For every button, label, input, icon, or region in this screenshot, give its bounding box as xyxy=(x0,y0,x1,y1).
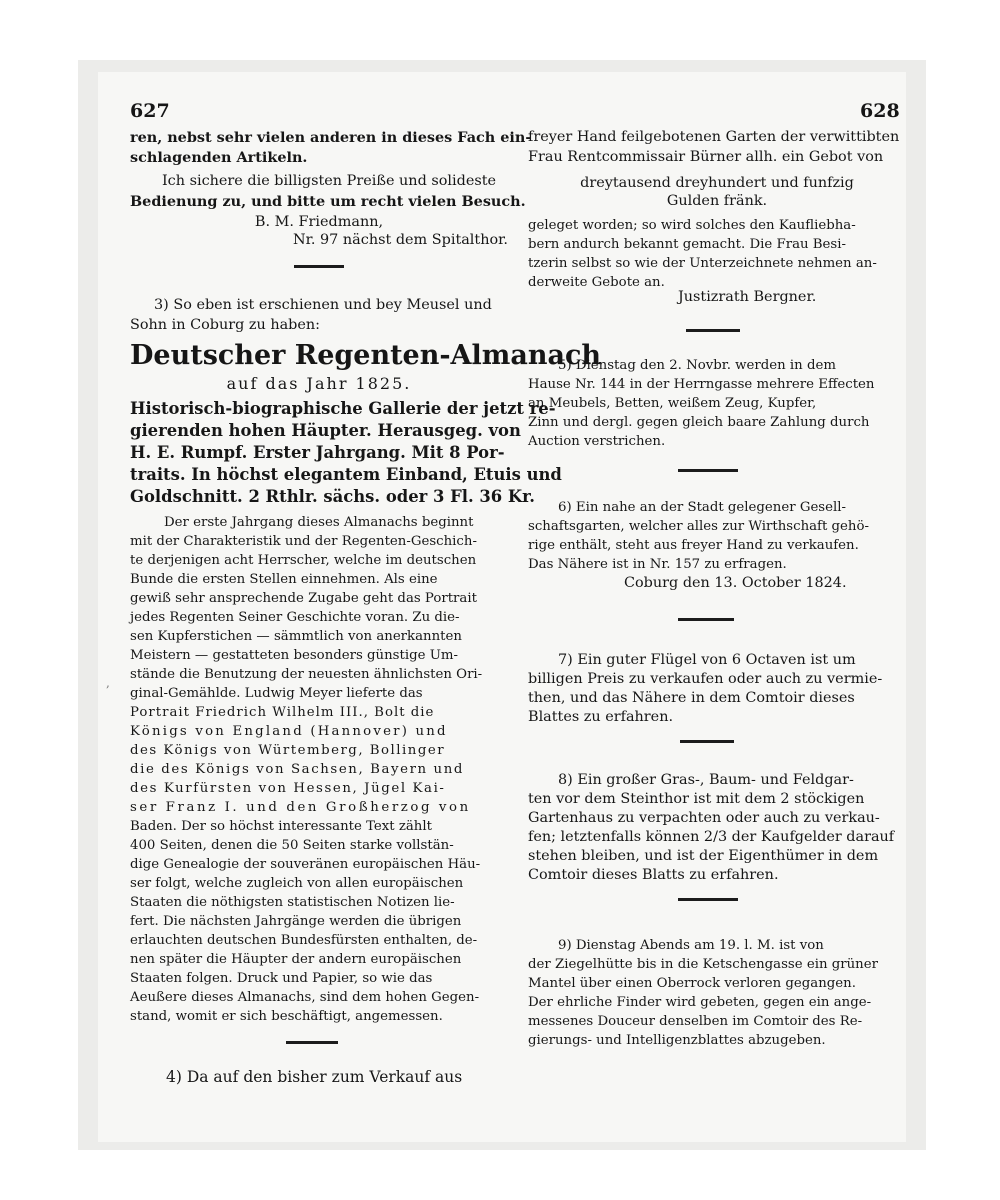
ad-8-line: ten vor dem Steinthor ist mit dem 2 stöckigen xyxy=(528,791,865,807)
ad-9-line: messenes Douceur denselben im Comtoir des Re- xyxy=(528,1014,863,1029)
body-line: Der erste Jahrgang dieses Almanachs beginnt xyxy=(164,515,474,530)
body-line: te derjenigen acht Herrscher, welche im deutschen xyxy=(130,553,477,568)
body-line: nen später die Häupter der andern europäischen xyxy=(130,952,462,967)
section-rule xyxy=(678,618,734,621)
ad-8-line: Comtoir dieses Blatts zu erfahren. xyxy=(528,867,779,883)
body-line: dige Genealogie der souveränen europäischen Häu- xyxy=(130,857,481,872)
body-line: stand, womit er sich beschäftigt, angemessen. xyxy=(130,1009,443,1024)
ad-3-line: Sohn in Coburg zu haben: xyxy=(130,317,321,333)
ad-5-line: 5) Dienstag den 2. Novbr. werden in dem xyxy=(558,358,836,373)
body-line: 400 Seiten, denen die 50 Seiten starke vollstän- xyxy=(130,838,454,853)
book-description: Historisch-biographische Gallerie der jetzt re- xyxy=(130,399,556,418)
ad-3-line: 3) So eben ist erschienen und bey Meusel und xyxy=(154,297,492,313)
ad-8-line: Gartenhaus zu verpachten oder auch zu verkau- xyxy=(528,810,880,826)
ad-8-line: 8) Ein großer Gras-, Baum- und Feldgar- xyxy=(558,772,854,788)
ad-6-dateline: Coburg den 13. October 1824. xyxy=(624,575,847,591)
section-rule xyxy=(680,740,734,743)
right-line: Frau Rentcommissair Bürner allh. ein Gebot von xyxy=(528,149,884,165)
book-description: H. E. Rumpf. Erster Jahrgang. Mit 8 Por- xyxy=(130,443,505,462)
ad-7-line: Blattes zu erfahren. xyxy=(528,709,674,725)
body-line: Aeußere dieses Almanachs, sind dem hohen Gegen- xyxy=(130,990,480,1005)
body-line: fert. Die nächsten Jahrgänge werden die übrigen xyxy=(130,914,462,929)
body-line: erlauchten deutschen Bundesfürsten enthalten, de- xyxy=(130,933,478,948)
right-line: derweite Gebote an. xyxy=(528,275,665,290)
body-line: ginal-Gemählde. Ludwig Meyer lieferte das xyxy=(130,686,423,701)
page-number-left: 627 xyxy=(130,100,170,122)
book-price: Goldschnitt. 2 Rthlr. sächs. oder 3 Fl. 36 Kr. xyxy=(130,487,535,506)
body-line: des Kurfürsten von Hessen, Jügel Kai- xyxy=(130,781,446,796)
signature-name: Justizrath Bergner. xyxy=(678,289,817,305)
book-title: Deutscher Regenten-Almanach xyxy=(130,340,602,371)
ad-9-line: Mantel über einen Oberrock verloren gegangen. xyxy=(528,976,856,991)
page-number-right: 628 xyxy=(860,100,900,122)
right-line: bern andurch bekannt gemacht. Die Frau Besi- xyxy=(528,237,846,252)
ad-5-line: Hause Nr. 144 in der Herrngasse mehrere Effecten xyxy=(528,377,875,392)
left-line: schlagenden Artikeln. xyxy=(130,149,308,166)
book-description: traits. In höchst elegantem Einband, Etuis und xyxy=(130,465,562,484)
ad-5-line: Zinn und dergl. gegen gleich baare Zahlung durch xyxy=(528,415,870,430)
body-line: stände die Benutzung der neuesten ähnlichsten Ori- xyxy=(130,667,483,682)
ad-6-line: 6) Ein nahe an der Stadt gelegener Gesell- xyxy=(558,500,846,515)
body-line: jedes Regenten Seiner Geschichte voran. Zu die- xyxy=(130,610,460,625)
ad-7-line: then, und das Nähere in dem Comtoir dieses xyxy=(528,690,855,706)
right-line: geleget worden; so wird solches den Kaufliebha- xyxy=(528,218,856,233)
ad-8-line: fen; letztenfalls können 2/3 der Kaufgelder darauf xyxy=(528,829,895,845)
section-rule xyxy=(686,329,740,332)
body-line: Bunde die ersten Stellen einnehmen. Als eine xyxy=(130,572,438,587)
left-line: Bedienung zu, und bitte um recht vielen Besuch. xyxy=(130,193,526,210)
ad-9-line: Der ehrliche Finder wird gebeten, gegen ein ange- xyxy=(528,995,872,1010)
body-line: gewiß sehr ansprechende Zugabe geht das Portrait xyxy=(130,591,477,606)
body-line: die des Königs von Sachsen, Bayern und xyxy=(130,762,464,777)
ad-9-line: der Ziegelhütte bis in die Ketschengasse ein grüner xyxy=(528,957,878,972)
ad-7-line: 7) Ein guter Flügel von 6 Octaven ist um xyxy=(558,652,856,668)
body-line: Königs von England (Hannover) und xyxy=(130,724,448,739)
body-line: Baden. Der so höchst interessante Text zählt xyxy=(130,819,432,834)
body-line: sen Kupferstichen — sämmtlich von anerkannten xyxy=(130,629,462,644)
body-line: Portrait Friedrich Wilhelm III., Bolt die xyxy=(130,705,435,720)
ad-7-line: billigen Preis zu verkaufen oder auch zu vermie- xyxy=(528,671,883,687)
ad-4-line: 4) Da auf den bisher zum Verkauf aus xyxy=(166,1068,463,1086)
bid-amount: dreytausend dreyhundert und funfzig xyxy=(580,175,854,191)
section-rule xyxy=(294,265,344,268)
ad-9-line: gierungs- und Intelligenzblattes abzugeben. xyxy=(528,1033,826,1048)
body-line: des Königs von Würtemberg, Bollinger xyxy=(130,743,446,758)
margin-mark: , xyxy=(106,676,110,690)
book-year: auf das Jahr 1825. xyxy=(226,374,412,393)
ad-6-line: schaftsgarten, welcher alles zur Wirthschaft gehö- xyxy=(528,519,869,534)
bid-currency: Gulden fränk. xyxy=(666,193,768,209)
body-line: Meistern — gestatteten besonders günstige Um- xyxy=(130,648,459,663)
left-line: ren, nebst sehr vielen anderen in dieses Fach ein- xyxy=(130,129,532,146)
body-line: ser Franz I. und den Großherzog von xyxy=(130,800,471,815)
left-line: Ich sichere die billigsten Preiße und solideste xyxy=(162,173,497,189)
section-rule xyxy=(678,898,738,901)
ad-6-line: rige enthält, steht aus freyer Hand zu verkaufen. xyxy=(528,538,859,553)
book-description: gierenden hohen Häupter. Herausgeg. von xyxy=(130,421,521,440)
signature-address: Nr. 97 nächst dem Spitalthor. xyxy=(292,232,508,248)
signature-name: B. M. Friedmann, xyxy=(254,214,384,230)
ad-8-line: stehen bleiben, und ist der Eigenthümer in dem xyxy=(528,848,879,864)
body-line: ser folgt, welche zugleich von allen europäischen xyxy=(130,876,464,891)
body-line: Staaten folgen. Druck und Papier, so wie das xyxy=(130,971,433,986)
section-rule xyxy=(286,1041,338,1044)
body-line: Staaten die nöthigsten statistischen Notizen lie- xyxy=(130,895,455,910)
ad-9-line: 9) Dienstag Abends am 19. l. M. ist von xyxy=(558,938,824,953)
right-line: freyer Hand feilgebotenen Garten der verwittibten xyxy=(528,129,900,145)
right-line: tzerin selbst so wie der Unterzeichnete nehmen an- xyxy=(528,256,877,271)
ad-5-line: Auction verstrichen. xyxy=(528,434,666,449)
body-line: mit der Charakteristik und der Regenten-Geschich- xyxy=(130,534,477,549)
section-rule xyxy=(678,469,738,472)
ad-6-line: Das Nähere ist in Nr. 157 zu erfragen. xyxy=(528,557,787,572)
ad-5-line: an Meubels, Betten, weißem Zeug, Kupfer, xyxy=(528,396,817,411)
